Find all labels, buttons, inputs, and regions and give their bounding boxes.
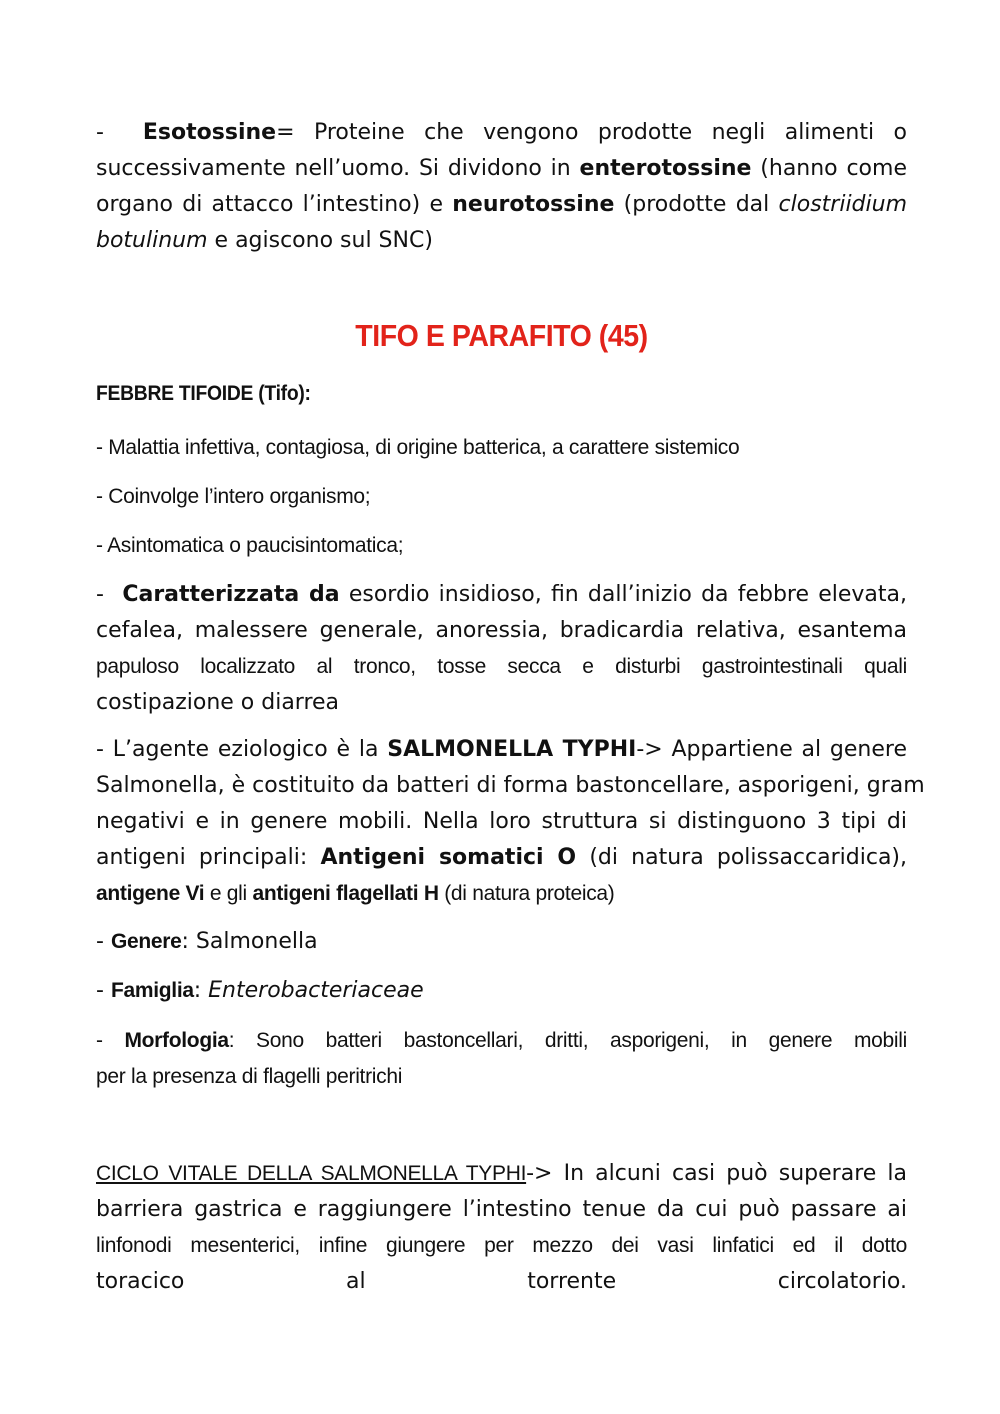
caratterizzata-line-2: cefalea, malessere generale, anoressia, bradicardia relativa, esantema bbox=[96, 618, 907, 643]
esotossine-line-1 bbox=[96, 115, 907, 151]
species-name: botulinum bbox=[96, 228, 208, 253]
bullet-item: - Asintomatica o paucisintomatica; bbox=[96, 534, 404, 557]
ciclo-heading: CICLO VITALE DELLA SALMONELLA TYPHI bbox=[96, 1162, 527, 1185]
morfologia-paragraph bbox=[96, 1023, 907, 1095]
esotossine-line-2 bbox=[96, 151, 907, 187]
famiglia-value: Enterobacteriaceae bbox=[208, 978, 424, 1003]
ciclo-line-1 bbox=[96, 1156, 907, 1192]
famiglia-label: Famiglia bbox=[110, 979, 194, 1002]
species-name: clostriidium bbox=[778, 192, 908, 217]
text: organo di attacco l’intestino) e bbox=[96, 192, 453, 217]
colon: : bbox=[193, 978, 209, 1003]
ciclo-line-2: barriera gastrica e raggiungere l’intestino tenue da cui può passare ai bbox=[96, 1197, 907, 1222]
agente-line-5 bbox=[96, 876, 907, 912]
text: successivamente nell’uomo. Si dividono in bbox=[96, 156, 580, 181]
bullet-list bbox=[96, 430, 907, 466]
text: antigeni principali: bbox=[96, 845, 321, 870]
word: al bbox=[346, 1269, 366, 1294]
text: esordio insidioso, fin dall’inizio da febbre elevata, bbox=[339, 582, 907, 607]
agente-line-1 bbox=[96, 732, 907, 768]
text: - L’agente eziologico è la bbox=[96, 737, 388, 762]
esotossine-line-3 bbox=[96, 187, 907, 223]
text: (hanno come bbox=[751, 156, 907, 181]
enterotossine-term: enterotossine bbox=[579, 156, 752, 181]
ciclo-line-4 bbox=[96, 1264, 907, 1300]
antigene-vi-term: antigene Vi bbox=[96, 882, 205, 905]
genere-value: : Salmonella bbox=[181, 929, 318, 954]
antigeni-somatici-term: Antigeni somatici O bbox=[320, 845, 577, 870]
ciclo-line-3: linfonodi mesenterici, infine giungere per mezzo dei vasi linfatici ed il dotto bbox=[96, 1234, 907, 1257]
famiglia-line bbox=[96, 973, 907, 1009]
esotossine-term: Esotossine bbox=[142, 120, 277, 145]
bullet-list-3 bbox=[96, 528, 907, 564]
agente-line-4 bbox=[96, 840, 907, 876]
agente-line-3: negativi e in genere mobili. Nella loro struttura si distinguono 3 tipi di bbox=[96, 809, 907, 834]
genere-line bbox=[96, 924, 907, 960]
esotossine-line-4 bbox=[96, 223, 907, 259]
caratterizzata-paragraph bbox=[96, 577, 907, 721]
esotossine-paragraph bbox=[96, 115, 907, 259]
genere-label: Genere bbox=[110, 930, 182, 953]
text: e gli bbox=[204, 882, 253, 905]
dash: - bbox=[96, 1029, 125, 1052]
word: circolatorio. bbox=[777, 1269, 907, 1294]
morfologia-label: Morfologia bbox=[124, 1029, 229, 1052]
word: toracico bbox=[96, 1269, 185, 1294]
text: -> In alcuni casi può superare la bbox=[526, 1161, 908, 1186]
text: e agiscono sul SNC) bbox=[207, 228, 433, 253]
caratterizzata-line-4: costipazione o diarrea bbox=[96, 690, 340, 715]
text: (prodotte dal bbox=[614, 192, 779, 217]
text: (di natura proteica) bbox=[438, 882, 615, 905]
caratterizzata-term: Caratterizzata da bbox=[122, 582, 340, 607]
caratterizzata-line-3: papuloso localizzato al tronco, tosse secca e disturbi gastrointestinali quali bbox=[96, 655, 907, 678]
salmonella-typhi-term: SALMONELLA TYPHI bbox=[387, 737, 637, 762]
text: (di natura polissaccaridica), bbox=[576, 845, 907, 870]
morfologia-line-2: per la presenza di flagelli peritrichi bbox=[96, 1065, 403, 1088]
bullet-item: - Malattia infettiva, contagiosa, di origine batterica, a carattere sistemico bbox=[96, 436, 740, 459]
bullet-list-2 bbox=[96, 479, 907, 515]
bullet-item: - Coinvolge l’intero organismo; bbox=[96, 485, 371, 508]
agente-line-2: Salmonella, è costituito da batteri di forma bastoncellare, asporigeni, gram bbox=[96, 773, 925, 798]
genere-row bbox=[96, 924, 907, 960]
dash: - bbox=[96, 582, 104, 607]
agente-paragraph bbox=[96, 732, 925, 912]
antigeni-flagellati-term: antigeni flagellati H bbox=[252, 882, 439, 905]
dash: - bbox=[96, 929, 111, 954]
famiglia-row bbox=[96, 973, 907, 1009]
dash: - bbox=[96, 120, 104, 145]
text: : Sono batteri bastoncellari, dritti, asporigeni, in genere mobili bbox=[228, 1029, 907, 1052]
caratterizzata-line-1 bbox=[96, 577, 907, 613]
ciclo-paragraph bbox=[96, 1156, 907, 1300]
neurotossine-term: neurotossine bbox=[452, 192, 615, 217]
subheading: FEBBRE TIFOIDE (Tifo): bbox=[96, 382, 311, 405]
section-title: TIFO E PARAFITO (45) bbox=[355, 318, 648, 353]
text: -> Appartiene al genere bbox=[636, 737, 907, 762]
dash: - bbox=[96, 978, 111, 1003]
morfologia-line-1 bbox=[96, 1023, 907, 1059]
text: = Proteine che vengono prodotte negli alimenti o bbox=[276, 120, 907, 145]
word: torrente bbox=[527, 1269, 617, 1294]
